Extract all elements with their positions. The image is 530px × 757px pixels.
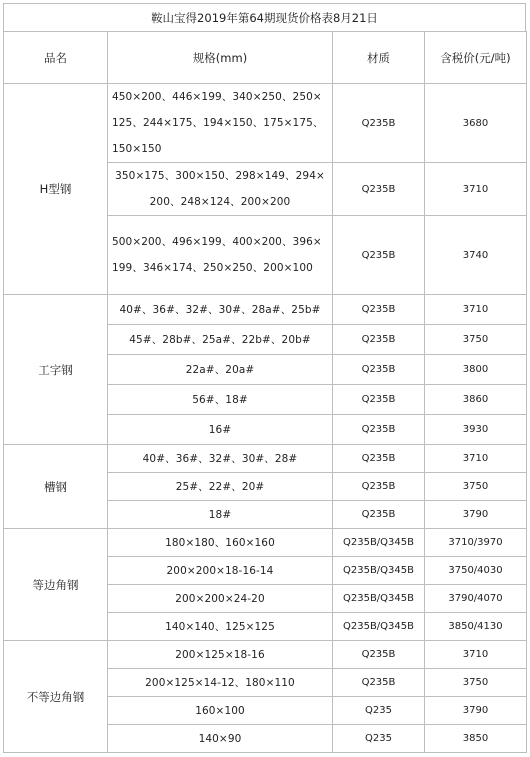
category-cell: 工字钢 — [4, 295, 108, 445]
price-cell: 3930 — [425, 415, 527, 445]
material-cell: Q235 — [333, 725, 425, 753]
price-cell: 3790 — [425, 697, 527, 725]
price-cell: 3750 — [425, 325, 527, 355]
spec-cell: 45#、28b#、25a#、22b#、20b# — [108, 325, 333, 355]
category-cell: 等边角钢 — [4, 529, 108, 641]
header-row — [4, 32, 527, 84]
spec-cell: 40#、36#、32#、30#、28a#、25b# — [108, 295, 333, 325]
table-row — [4, 641, 527, 669]
price-cell: 3790 — [425, 501, 527, 529]
material-cell: Q235B/Q345B — [333, 585, 425, 613]
spec-cell: 200×200×24-20 — [108, 585, 333, 613]
spec-cell: 140×90 — [108, 725, 333, 753]
material-cell: Q235B — [333, 216, 425, 295]
material-cell: Q235B — [333, 84, 425, 163]
price-cell: 3710 — [425, 445, 527, 473]
price-cell: 3850 — [425, 725, 527, 753]
spec-cell: 180×180、160×160 — [108, 529, 333, 557]
material-cell: Q235B — [333, 415, 425, 445]
price-cell: 3800 — [425, 355, 527, 385]
material-cell: Q235B — [333, 163, 425, 216]
price-cell: 3850/4130 — [425, 613, 527, 641]
material-cell: Q235B — [333, 501, 425, 529]
spec-cell: 22a#、20a# — [108, 355, 333, 385]
header-spec: 规格(mm) — [108, 32, 333, 84]
spec-cell: 25#、22#、20# — [108, 473, 333, 501]
material-cell: Q235B — [333, 641, 425, 669]
material-cell: Q235B — [333, 325, 425, 355]
spec-cell: 500×200、496×199、400×200、396×199、346×174、250×250、200×100 — [108, 216, 333, 295]
page-title: 鞍山宝得2019年第64期现货价格表8月21日 — [3, 3, 526, 31]
material-cell: Q235B/Q345B — [333, 529, 425, 557]
spec-cell: 200×125×14-12、180×110 — [108, 669, 333, 697]
material-cell: Q235B — [333, 445, 425, 473]
price-cell: 3790/4070 — [425, 585, 527, 613]
price-cell: 3750 — [425, 473, 527, 501]
material-cell: Q235B/Q345B — [333, 557, 425, 585]
spec-cell: 350×175、300×150、298×149、294×200、248×124、200×200 — [108, 163, 333, 216]
material-cell: Q235B — [333, 295, 425, 325]
material-cell: Q235B — [333, 473, 425, 501]
spec-cell: 200×125×18-16 — [108, 641, 333, 669]
price-cell: 3860 — [425, 385, 527, 415]
spec-cell: 16# — [108, 415, 333, 445]
spec-cell: 40#、36#、32#、30#、28# — [108, 445, 333, 473]
price-cell: 3710/3970 — [425, 529, 527, 557]
spec-cell: 56#、18# — [108, 385, 333, 415]
price-cell: 3750 — [425, 669, 527, 697]
category-cell: 槽钢 — [4, 445, 108, 529]
price-cell: 3740 — [425, 216, 527, 295]
header-material: 材质 — [333, 32, 425, 84]
material-cell: Q235B — [333, 385, 425, 415]
table-row — [4, 295, 527, 325]
material-cell: Q235B/Q345B — [333, 613, 425, 641]
material-cell: Q235B — [333, 669, 425, 697]
table-row — [4, 84, 527, 163]
header-name: 品名 — [4, 32, 108, 84]
price-cell: 3710 — [425, 641, 527, 669]
price-cell: 3710 — [425, 163, 527, 216]
spec-cell: 140×140、125×125 — [108, 613, 333, 641]
category-cell: H型钢 — [4, 84, 108, 295]
price-cell: 3680 — [425, 84, 527, 163]
table-row — [4, 529, 527, 557]
price-table — [3, 31, 527, 753]
price-cell: 3750/4030 — [425, 557, 527, 585]
spec-cell: 18# — [108, 501, 333, 529]
price-cell: 3710 — [425, 295, 527, 325]
material-cell: Q235 — [333, 697, 425, 725]
spec-cell: 160×100 — [108, 697, 333, 725]
price-sheet — [3, 3, 526, 753]
category-cell: 不等边角钢 — [4, 641, 108, 753]
spec-cell: 450×200、446×199、340×250、250×125、244×175、194×150、175×175、150×150 — [108, 84, 333, 163]
table-body — [4, 84, 527, 753]
header-price: 含税价(元/吨) — [425, 32, 527, 84]
spec-cell: 200×200×18-16-14 — [108, 557, 333, 585]
table-row — [4, 445, 527, 473]
material-cell: Q235B — [333, 355, 425, 385]
